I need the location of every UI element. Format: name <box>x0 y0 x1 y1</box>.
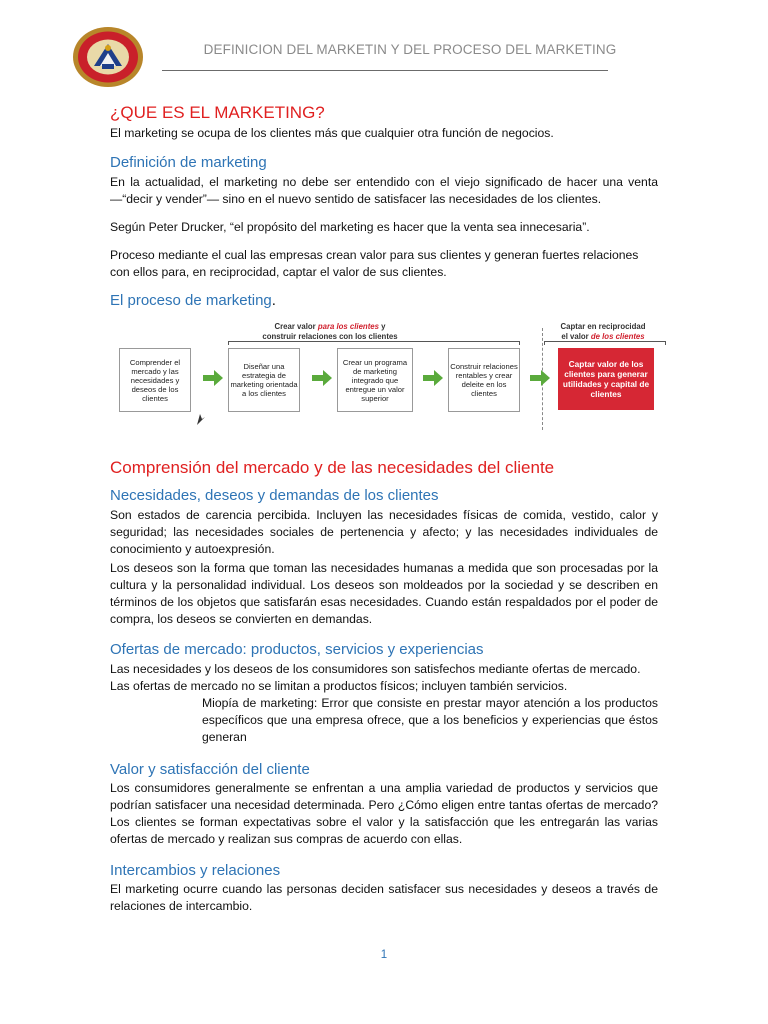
diagram-step-5-capture-value: Captar valor de los clientes para generar utilidades y capital de clientes <box>558 348 654 410</box>
arrow-right-icon <box>530 369 550 387</box>
ofertas-paragraph: Las necesidades y los deseos de los consumidores son satisfechos mediante ofertas de mercado. Las ofertas de mercado no se limitan a productos físicos; incluyen también servicios. <box>110 662 641 693</box>
definicion-paragraph-3: Proceso mediante el cual las empresas crean valor para sus clientes y generan fuertes relaciones con ellos para, en reciprocidad, captar el valor de sus clientes. <box>110 248 639 279</box>
heading-proceso <box>110 292 658 309</box>
marketing-intro-text: El marketing se ocupa de los clientes más que cualquier otra función de negocios. <box>110 126 554 140</box>
cursor-pointer-icon <box>196 412 206 426</box>
diagram-header-capture-value-1: Captar en reciprocidad <box>560 322 646 331</box>
diagram-step-4: Construir relaciones rentables y crear deleite en los clientes <box>448 348 520 412</box>
diagram-step-2: Diseñar una estrategia de marketing orientada a los clientes <box>228 348 300 412</box>
diagram-header-create-value <box>220 322 440 342</box>
diagram-header-capture-value-red: de los clientes <box>590 332 645 341</box>
heading-que-es-marketing: ¿QUE ES EL MARKETING? <box>110 103 325 122</box>
definicion-paragraph-1: En la actualidad, el marketing no debe ser entendido con el viejo significado de hacer una venta —“decir y vender”— sino en el nuevo sentido de satisfacer las necesidades de los clientes. <box>110 175 658 206</box>
header-title: DEFINICION DEL MARKETIN Y DEL PROCESO DEL MARKETING <box>203 42 617 57</box>
heading-valor-satisfaccion: Valor y satisfacción del cliente <box>110 761 310 778</box>
valor-paragraph: Los consumidores generalmente se enfrentan a una amplia variedad de productos y servicios que podrían satisfacer una necesidad determinada. Pero ¿Cómo eligen entre tantas ofertas de mercado? Los clientes se forman expectativas sobre el valor y la satisfacción que les entregarán las varias ofertas de mercado y realizan sus compras de acuerdo con ellas. <box>110 781 658 846</box>
marketing-process-diagram <box>110 318 670 433</box>
university-seal-logo <box>72 26 144 88</box>
diagram-header-create-value-1: Crear valor <box>274 322 318 331</box>
diagram-step-1: Comprender el mercado y las necesidades y deseos de los clientes <box>119 348 191 412</box>
diagram-header-capture-value <box>538 322 668 342</box>
heading-proceso-dot: . <box>271 292 276 309</box>
necesidades-paragraph-2: Los deseos son la forma que toman las necesidades humanas a medida que son procesadas por la cultura y la personalidad individual. Los deseos son moldeados por la sociedad y se describen en términos de los objetos que satisfarán esas necesidades. Cuando están respaldados por el poder de compra, los deseos se convierten en demandas. <box>110 561 658 626</box>
diagram-step-3: Crear un programa de marketing integrado que entregue un valor superior <box>337 348 413 412</box>
arrow-right-icon <box>203 369 223 387</box>
heading-necesidades: Necesidades, deseos y demandas de los clientes <box>110 487 439 504</box>
heading-intercambios: Intercambios y relaciones <box>110 862 281 879</box>
arrow-right-icon <box>423 369 443 387</box>
heading-proceso-text: El proceso de marketing <box>110 292 272 309</box>
diagram-header-create-value-red: para los clientes <box>317 322 379 331</box>
diagram-bracket-right <box>544 341 666 345</box>
arrow-right-icon <box>312 369 332 387</box>
page-number: 1 <box>380 949 388 961</box>
heading-definicion: Definición de marketing <box>110 154 267 171</box>
diagram-header-create-value-3: construir relaciones con los clientes <box>262 332 398 341</box>
heading-comprension: Comprensión del mercado y de las necesidades del cliente <box>110 458 555 477</box>
diagram-header-capture-value-2: el valor <box>561 332 591 341</box>
miopia-quote: Miopía de marketing: Error que consiste en prestar mayor atención a los productos específicos que una empresa ofrece, que a los beneficios y experiencias que éstos generan <box>202 696 658 744</box>
diagram-header-create-value-2: y <box>378 322 386 331</box>
diagram-bracket-left <box>228 341 520 345</box>
necesidades-paragraph-1: Son estados de carencia percibida. Incluyen las necesidades físicas de comida, vestido, calor y seguridad; las necesidades sociales de pertenencia y afecto; y las necesidades individuales de conocimiento y autoexpresión. <box>110 508 658 556</box>
intercambios-paragraph: El marketing ocurre cuando las personas deciden satisfacer sus necesidades y deseos a través de relaciones de intercambio. <box>110 882 658 913</box>
header-divider <box>162 70 608 71</box>
heading-ofertas: Ofertas de mercado: productos, servicios y experiencias <box>110 641 484 658</box>
definicion-paragraph-drucker: Según Peter Drucker, “el propósito del marketing es hacer que la venta sea innecesaria”. <box>110 220 590 234</box>
